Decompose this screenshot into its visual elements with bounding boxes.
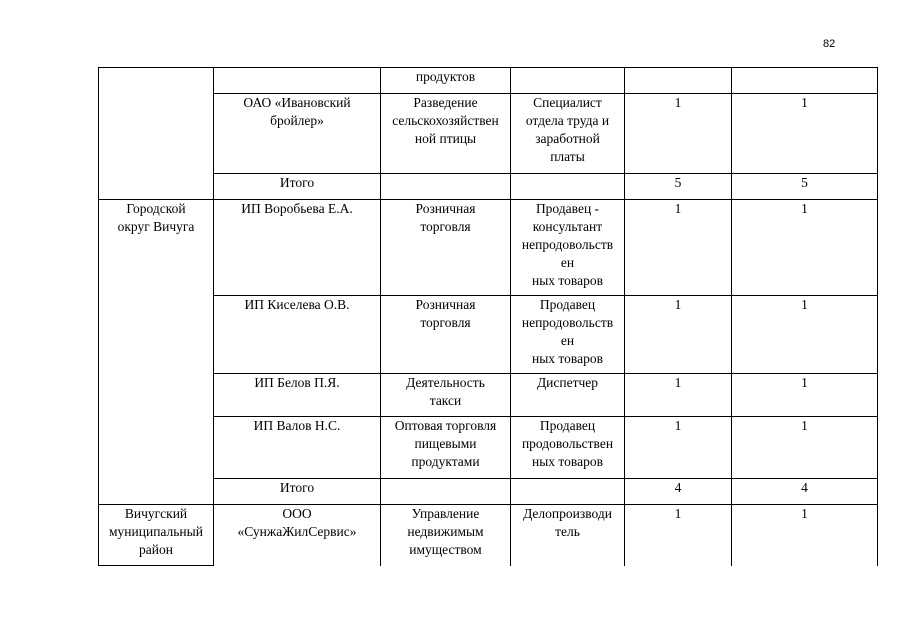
count-cell xyxy=(732,68,878,94)
table-row xyxy=(99,374,878,417)
table-row xyxy=(99,68,878,94)
count-cell: 1 xyxy=(625,200,732,296)
table-row xyxy=(99,296,878,374)
organization-cell: ОАО «Ивановский бройлер» xyxy=(214,94,381,174)
count-cell: 1 xyxy=(732,296,878,374)
activity-cell: Оптовая торговля пищевыми продуктами xyxy=(381,417,511,479)
organization-cell: ИП Белов П.Я. xyxy=(214,374,381,417)
organization-cell: ИП Киселева О.В. xyxy=(214,296,381,374)
table-row xyxy=(99,94,878,174)
table-row xyxy=(99,479,878,505)
total-count-cell: 4 xyxy=(732,479,878,505)
table-row xyxy=(99,174,878,200)
count-cell: 1 xyxy=(625,374,732,417)
position-cell: Продавец - консультант непродовольств ен ных товаров xyxy=(511,200,625,296)
count-cell: 1 xyxy=(625,417,732,479)
organization-cell: ООО «СунжаЖилСервис» xyxy=(214,505,381,566)
count-cell: 1 xyxy=(732,94,878,174)
total-count-cell: 5 xyxy=(625,174,732,200)
activity-cell: Разведение сельскохозяйствен ной птицы xyxy=(381,94,511,174)
organization-cell: ИП Воробьева Е.А. xyxy=(214,200,381,296)
activity-cell: Розничная торговля xyxy=(381,200,511,296)
organization-cell xyxy=(214,68,381,94)
count-cell: 1 xyxy=(732,417,878,479)
total-label-cell: Итого xyxy=(214,479,381,505)
position-cell xyxy=(511,479,625,505)
region-cell xyxy=(99,68,214,200)
count-cell: 1 xyxy=(732,374,878,417)
activity-cell xyxy=(381,479,511,505)
table-row xyxy=(99,505,878,566)
data-table xyxy=(98,67,878,566)
table-row xyxy=(99,417,878,479)
position-cell: Продавец непродовольств ен ных товаров xyxy=(511,296,625,374)
page-number: 82 xyxy=(823,38,836,50)
region-cell: Городской округ Вичуга xyxy=(99,200,214,505)
activity-cell xyxy=(381,174,511,200)
total-count-cell: 5 xyxy=(732,174,878,200)
activity-cell: Деятельность такси xyxy=(381,374,511,417)
count-cell: 1 xyxy=(732,200,878,296)
table-row xyxy=(99,200,878,296)
position-cell: Делопроизводи тель xyxy=(511,505,625,566)
organization-cell: ИП Валов Н.С. xyxy=(214,417,381,479)
count-cell: 1 xyxy=(732,505,878,566)
position-cell: Продавец продовольствен ных товаров xyxy=(511,417,625,479)
activity-cell: Управление недвижимым имуществом xyxy=(381,505,511,566)
count-cell: 1 xyxy=(625,296,732,374)
position-cell: Диспетчер xyxy=(511,374,625,417)
region-cell: Вичугский муниципальный район xyxy=(99,505,214,566)
count-cell: 1 xyxy=(625,505,732,566)
count-cell xyxy=(625,68,732,94)
position-cell xyxy=(511,174,625,200)
activity-cell: Розничная торговля xyxy=(381,296,511,374)
position-cell: Специалист отдела труда и заработной платы xyxy=(511,94,625,174)
count-cell: 1 xyxy=(625,94,732,174)
position-cell xyxy=(511,68,625,94)
activity-cell: продуктов xyxy=(381,68,511,94)
total-count-cell: 4 xyxy=(625,479,732,505)
total-label-cell: Итого xyxy=(214,174,381,200)
